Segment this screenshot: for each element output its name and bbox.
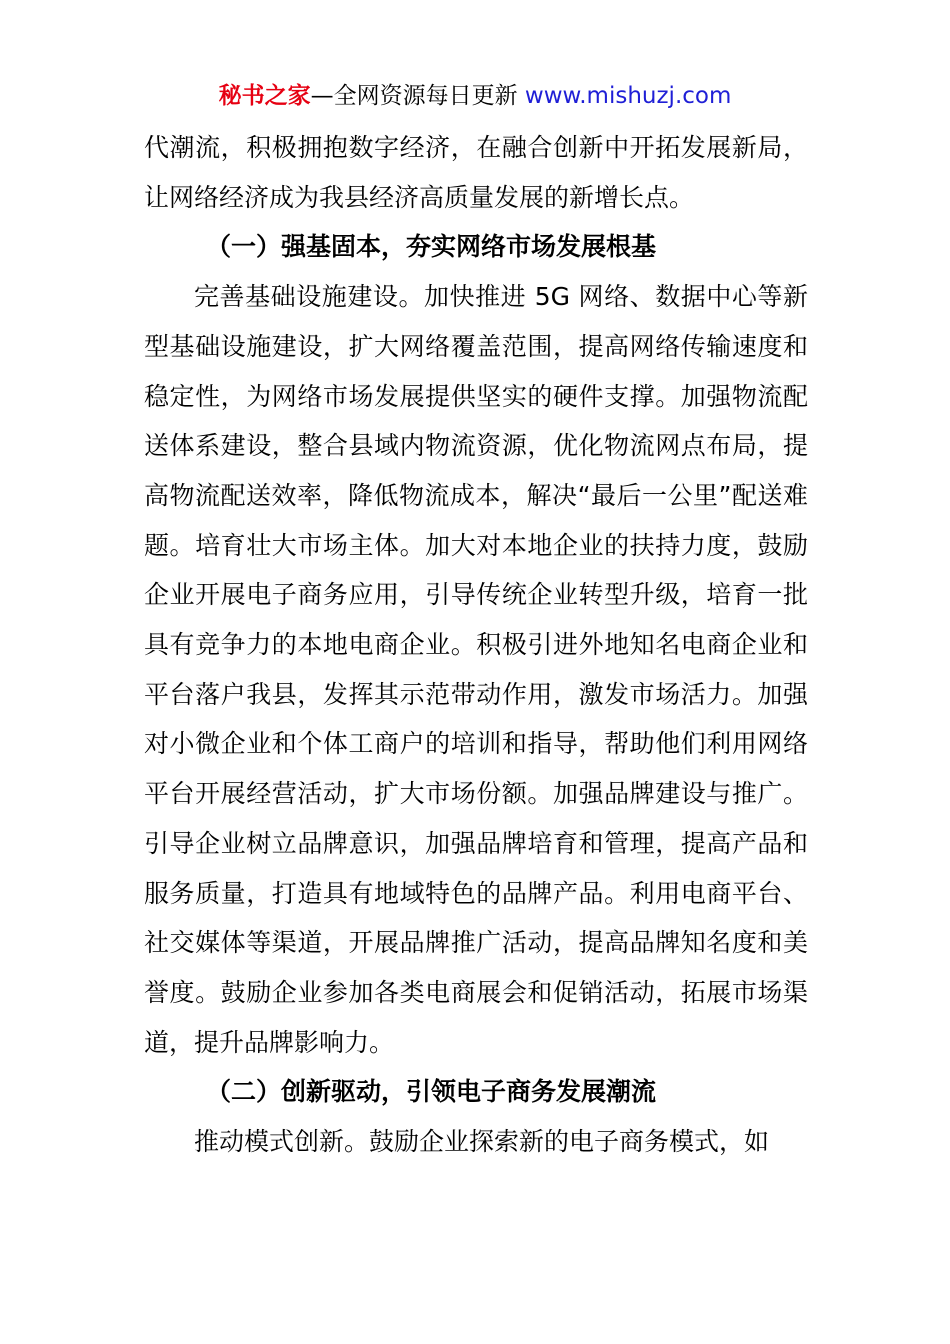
site-url-link[interactable]: www.mishuzj.com xyxy=(524,83,732,109)
site-brand: 秘书之家 xyxy=(218,83,311,109)
section-heading-2: （二）创新驱动，引领电子商务发展潮流 xyxy=(206,1077,657,1107)
site-tagline: —全网资源每日更新 xyxy=(310,83,525,109)
section-heading-1: （一）强基固本，夯实网络市场发展根基 xyxy=(206,232,657,262)
document-body xyxy=(144,123,808,1167)
site-header xyxy=(0,80,950,112)
paragraph-continued: 代潮流，积极拥抱数字经济，在融合创新中开拓发展新局，让网络经济成为我县经济高质量发展的新增长点。 xyxy=(144,133,808,212)
paragraph-2: 推动模式创新。鼓励企业探索新的电子商务模式，如 xyxy=(194,1127,770,1157)
paragraph-1: 完善基础设施建设。加快推进 5G 网络、数据中心等新型基础设施建设，扩大网络覆盖范围，提高网络传输速度和稳定性，为网络市场发展提供坚实的硬件支撑。加强物流配送体系建设，整合县域内物流资源，优化物流网点布局，提高物流配送效率，降低物流成本，解决“最后一公里”配送难题。培育壮大市场主体。加大对本地企业的扶持力度，鼓励企业开展电子商务应用，引导传统企业转型升级，培育一批具有竞争力的本地电商企业。积极引进外地知名电商企业和平台落户我县，发挥其示范带动作用，激发市场活力。加强对小微企业和个体工商户的培训和指导，帮助他们利用网络平台开展经营活动，扩大市场份额。加强品牌建设与推广。引导企业树立品牌意识，加强品牌培育和管理，提高产品和服务质量，打造具有地域特色的品牌产品。利用电商平台、社交媒体等渠道，开展品牌推广活动，提高品牌知名度和美誉度。鼓励企业参加各类电商展会和促销活动，拓展市场渠道，提升品牌影响力。 xyxy=(144,282,808,1057)
